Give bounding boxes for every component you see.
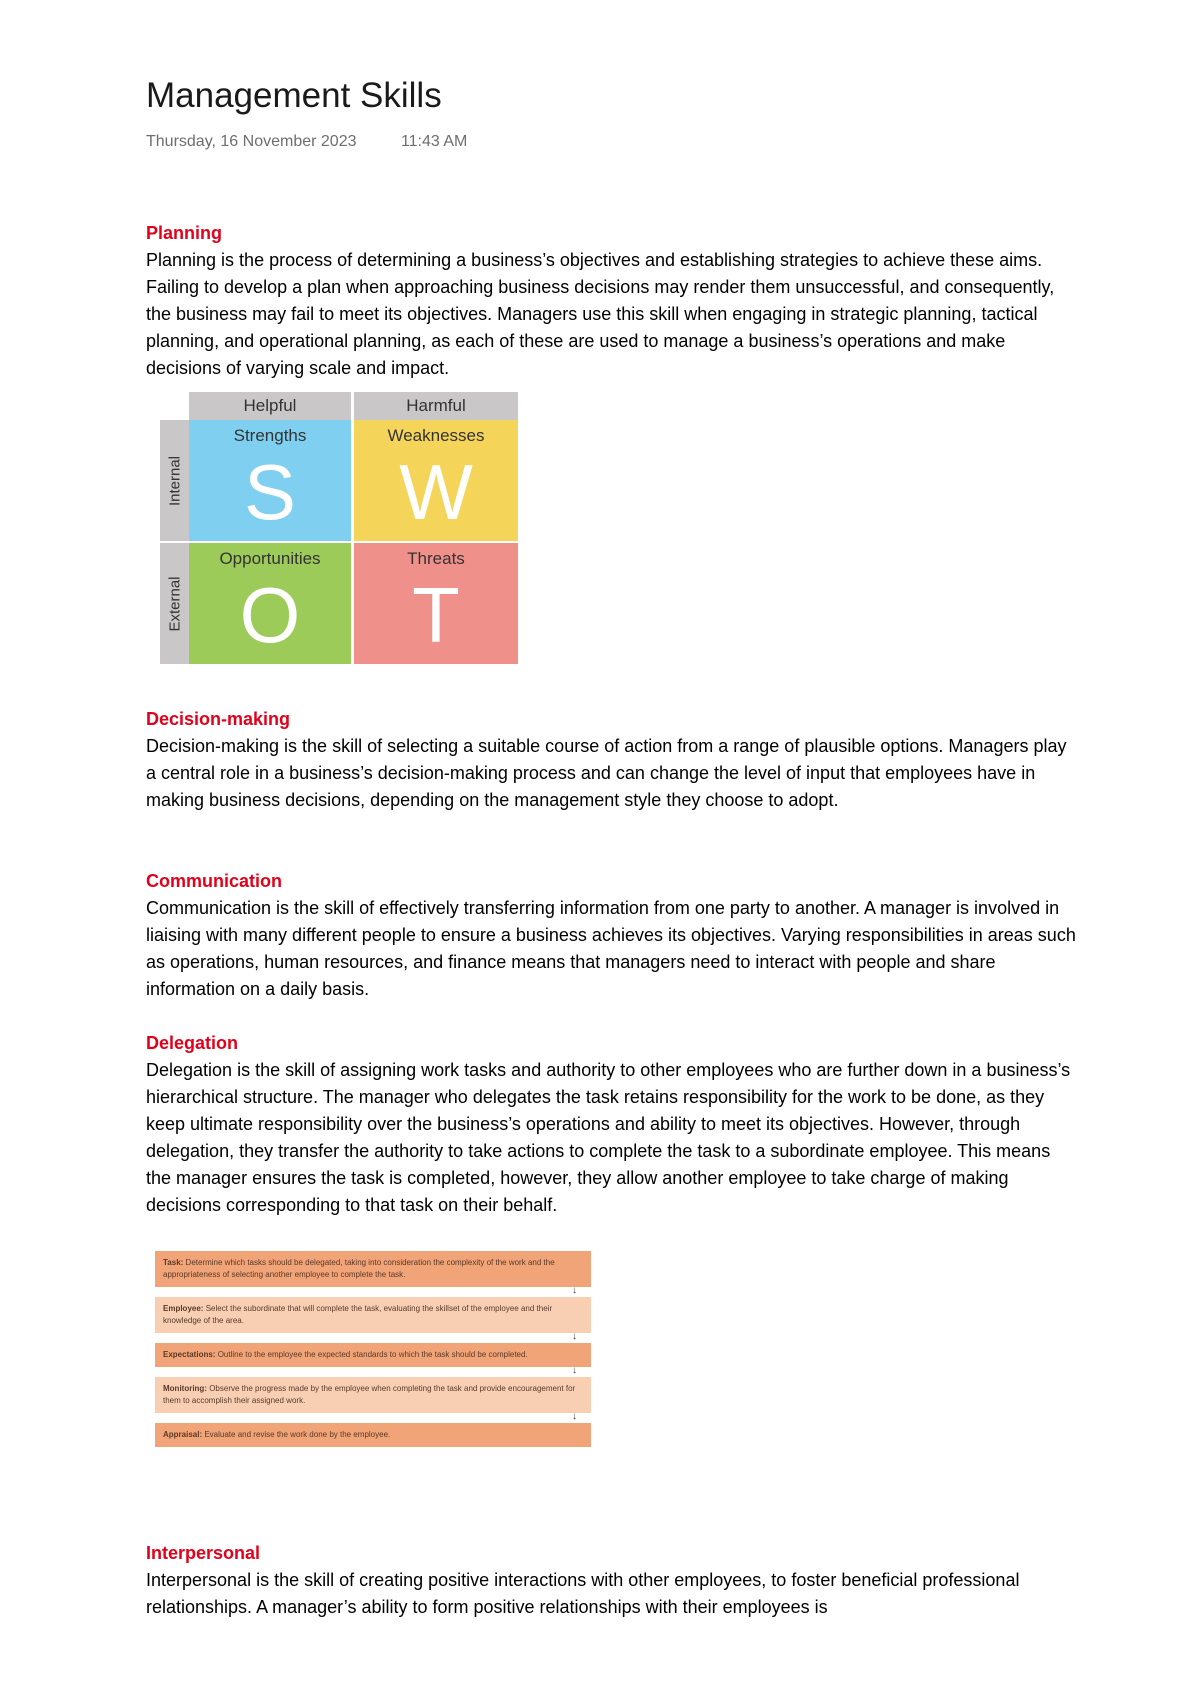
- swot-strengths: [189, 420, 351, 541]
- flow-step-expectations: Expectations: Outline to the employee the expected standards to which the task should be completed.: [155, 1343, 591, 1367]
- flow-arrow: ↓: [572, 1411, 577, 1422]
- swot-weaknesses: [354, 420, 518, 541]
- page-title: Management Skills: [146, 76, 442, 115]
- swot-diagram: [160, 392, 518, 664]
- swot-strengths-label: Strengths: [233, 426, 307, 445]
- section-heading-planning: Planning: [146, 223, 222, 243]
- section-heading-communication: Communication: [146, 871, 283, 891]
- section-heading-interpersonal: Interpersonal: [146, 1543, 261, 1563]
- swot-opportunities-label: Opportunities: [219, 549, 321, 568]
- page-time: 11:43 AM: [400, 133, 468, 150]
- swot-col-helpful: Helpful: [189, 392, 351, 420]
- swot-row-external-label: External: [166, 575, 183, 632]
- swot-strengths-letter: S: [243, 448, 297, 536]
- page-date: Thursday, 16 November 2023: [146, 133, 357, 150]
- swot-weaknesses-letter: W: [399, 448, 473, 536]
- swot-weaknesses-label: Weaknesses: [387, 426, 485, 445]
- section-body-planning: Planning is the process of determining a business’s objectives and establishing strategies to achieve these aims. Failing to develop a plan when approaching business decisions may render them unsuccessful, and consequently, the business may fail to meet its objectives. Managers use this skill when engaging in strategic planning, tactical planning, and operational planning, as each of these are used to manage a business’s operations and make decisions of varying scale and impact.: [146, 250, 1055, 378]
- flow-step-employee: Employee: Select the subordinate that will complete the task, evaluating the skillset of the employee and their knowledge of the area.: [155, 1297, 591, 1333]
- section-heading-delegation: Delegation: [146, 1033, 239, 1053]
- swot-opportunities-letter: O: [239, 571, 301, 659]
- section-body-delegation: Delegation is the skill of assigning work tasks and authority to other employees who are further down in a business’s hierarchical structure. The manager who delegates the task retains responsibility for the work to be done, as they keep ultimate responsibility over the business’s operations and ability to meet its objectives. However, through delegation, they transfer the authority to take actions to complete the task to a subordinate employee. This means the manager ensures the task is completed, however, they allow another employee to take charge of making decisions corresponding to that task on their behalf.: [146, 1060, 1071, 1215]
- section-interpersonal: [146, 1540, 1076, 1621]
- swot-row-internal-label: Internal: [166, 455, 183, 506]
- section-decision-making: [146, 706, 1076, 814]
- section-body-communication: Communication is the skill of effectively transferring information from one party to another. A manager is involved in liaising with many different people to ensure a business achieves its objectives. Varying responsibilities in areas such as operations, human resources, and finance means that managers need to interact with people and share information on a daily basis.: [146, 898, 1076, 999]
- page-meta: [146, 133, 467, 151]
- flow-arrow: ↓: [572, 1365, 577, 1376]
- flow-arrow: ↓: [572, 1285, 577, 1296]
- swot-row-internal: [160, 420, 189, 541]
- swot-threats-letter: T: [412, 571, 460, 659]
- section-body-interpersonal: Interpersonal is the skill of creating positive interactions with other employees, to foster beneficial professional relationships. A manager’s ability to form positive relationships with their employees is: [146, 1570, 1020, 1617]
- section-communication: [146, 868, 1076, 1003]
- section-planning: [146, 220, 1076, 382]
- section-delegation: [146, 1030, 1076, 1219]
- flow-step-monitoring: Monitoring: Observe the progress made by the employee when completing the task and provide encouragement for them to accomplish their assigned work.: [155, 1377, 591, 1413]
- flow-step-appraisal: Appraisal: Evaluate and revise the work done by the employee.: [155, 1423, 591, 1447]
- section-body-decision-making: Decision-making is the skill of selecting a suitable course of action from a range of plausible options. Managers play a central role in a business’s decision-making process and can change the level of input that employees have in making business decisions, depending on the management style they choose to adopt.: [146, 736, 1067, 810]
- flow-step-task: Task: Determine which tasks should be delegated, taking into consideration the complexity of the work and the appropriateness of selecting another employee to complete the task.: [155, 1251, 591, 1287]
- swot-col-harmful: Harmful: [354, 392, 518, 420]
- swot-threats-label: Threats: [407, 549, 465, 568]
- swot-row-external: [160, 543, 189, 664]
- section-heading-decision-making: Decision-making: [146, 709, 291, 729]
- flow-arrow: ↓: [572, 1331, 577, 1342]
- delegation-flow-diagram: [155, 1251, 591, 1447]
- swot-opportunities: [189, 543, 351, 664]
- swot-threats: [354, 543, 518, 664]
